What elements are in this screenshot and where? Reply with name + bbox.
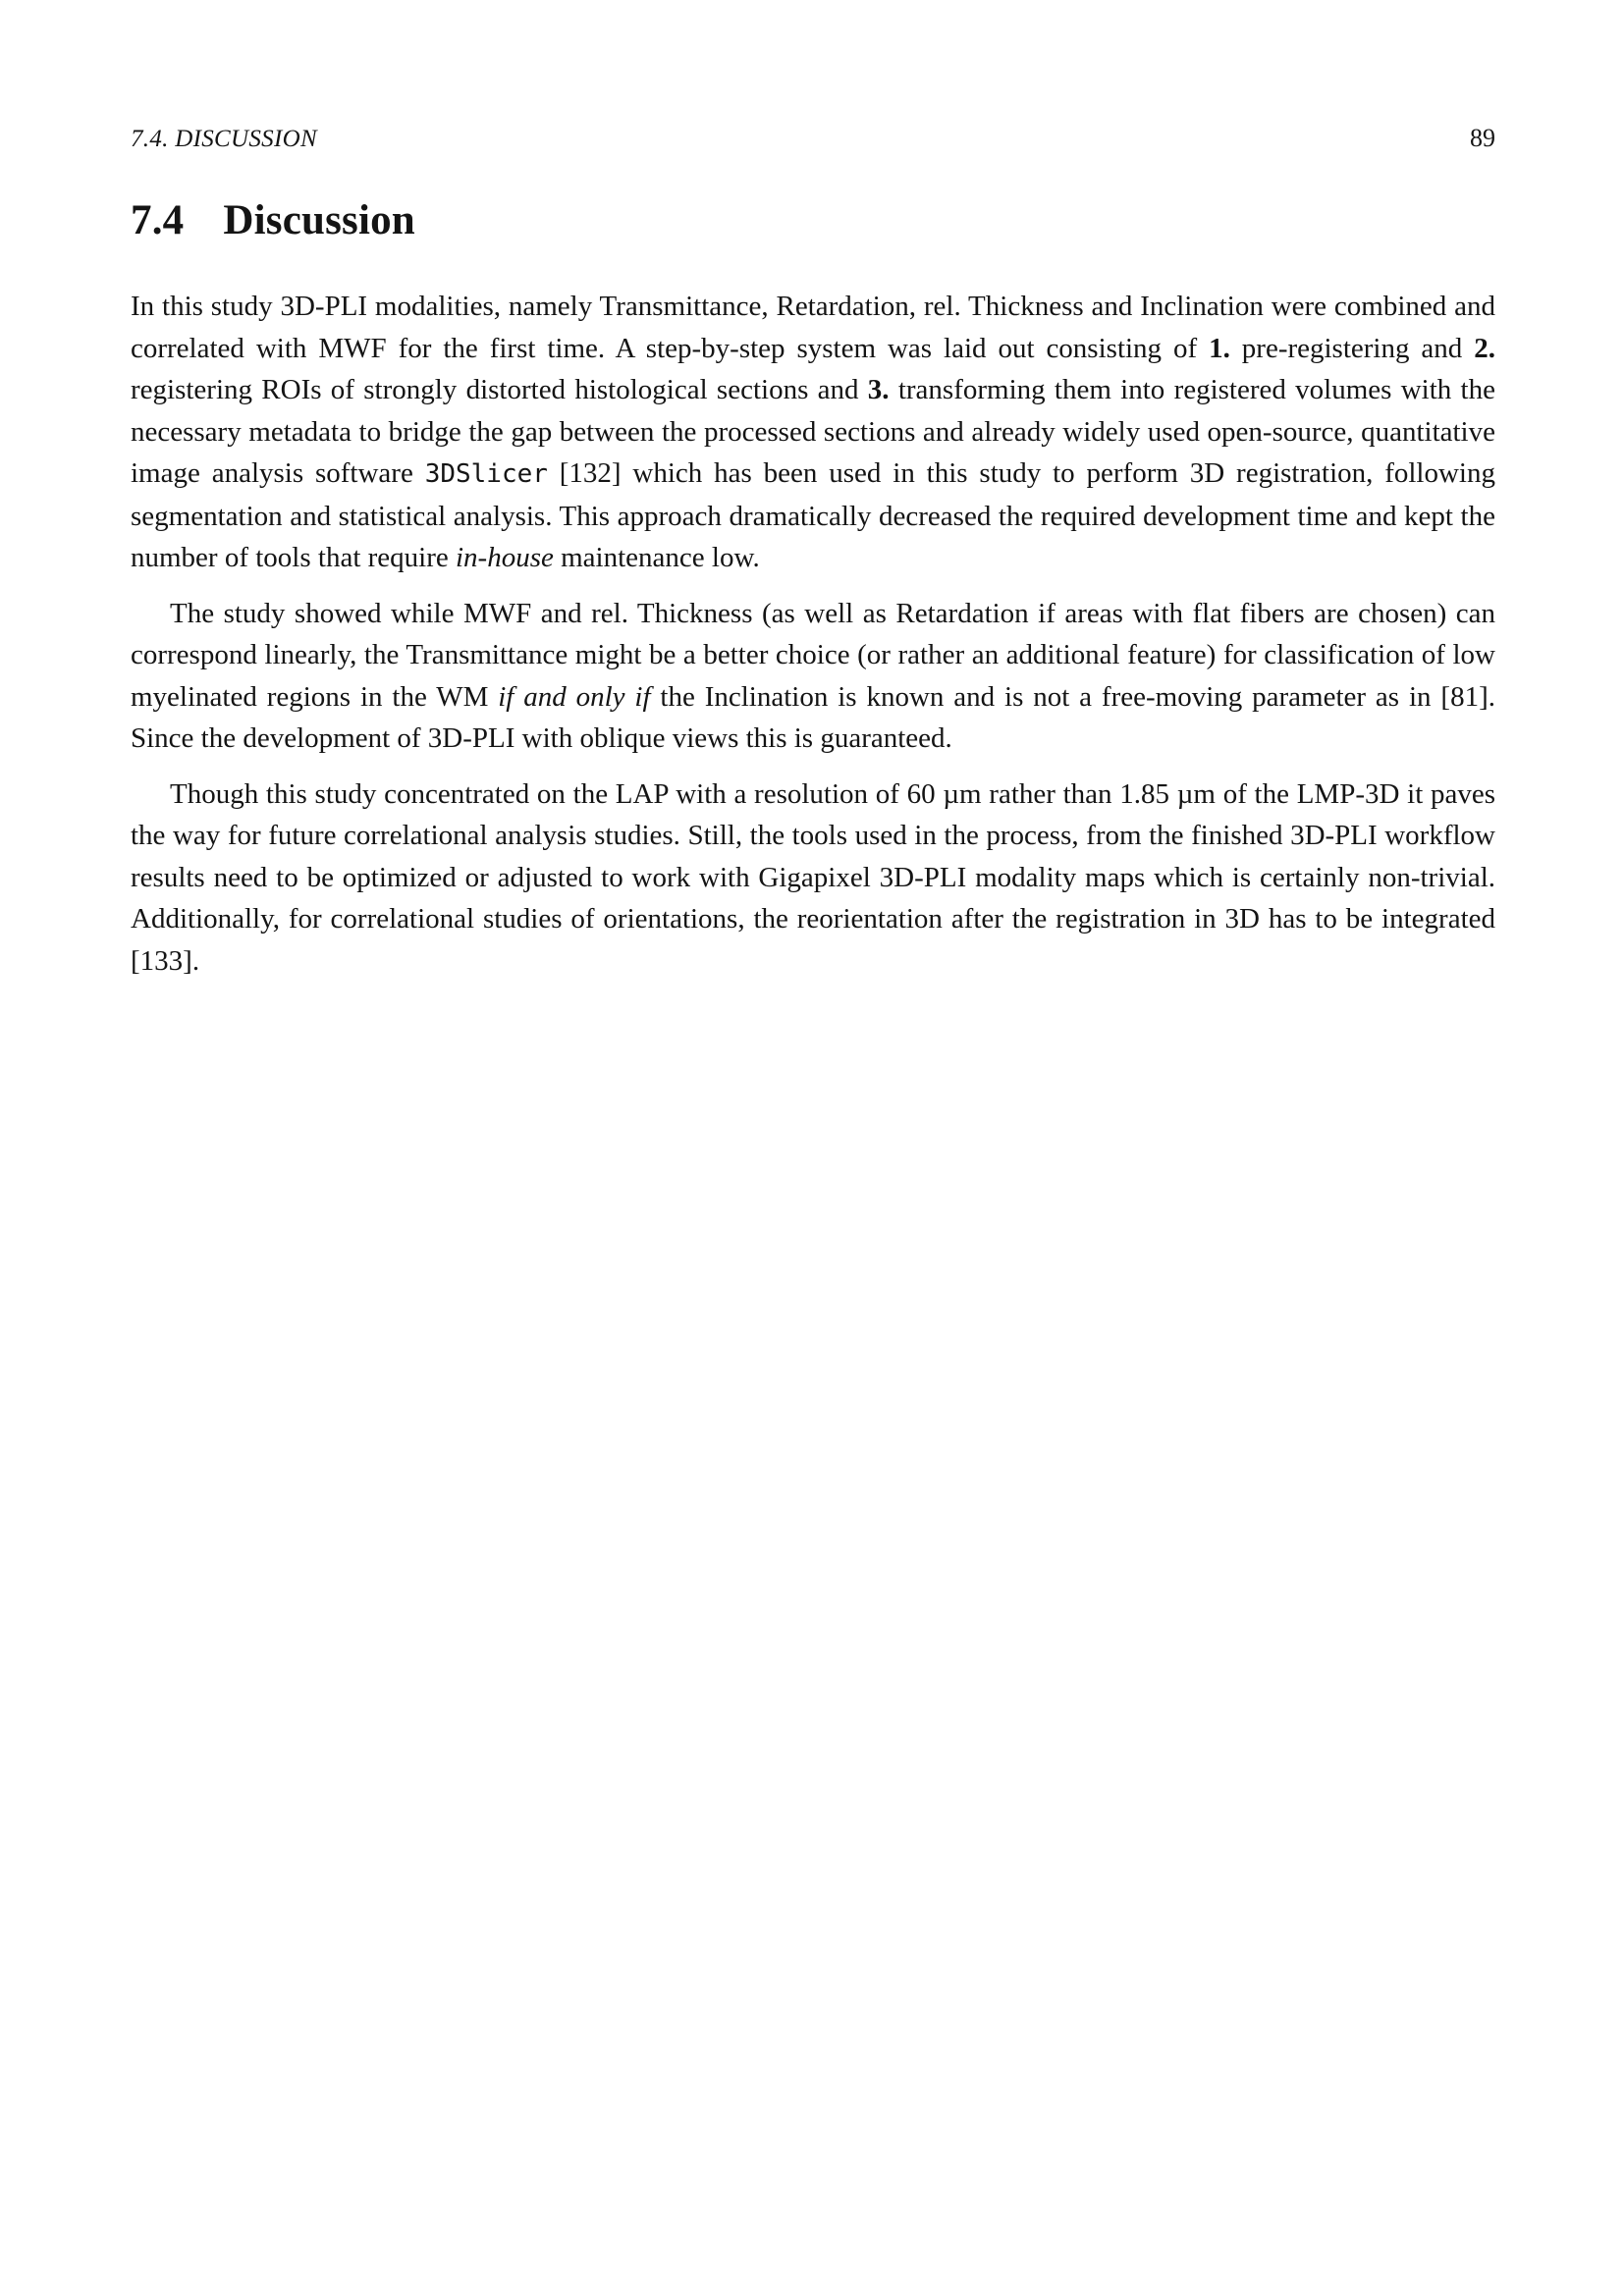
text-run: 3. — [867, 374, 890, 405]
running-header — [131, 124, 1495, 153]
text-run: the Inclination is known and is not a free-moving parameter as in [81]. Since the development of 3D-PLI with oblique views this is guaranteed. — [131, 680, 1495, 754]
running-header-section-label: 7.4. DISCUSSION — [131, 126, 317, 152]
paragraph — [131, 286, 1495, 579]
section-heading-title: Discussion — [223, 197, 415, 243]
text-run: [132] which has been used in this study to perform 3D registration, following segmentation and statistical analysis. This approach dramatically decreased the required development time and kept the number of tools that require — [131, 457, 1495, 573]
text-run: pre-registering and — [1229, 332, 1475, 364]
text-run: maintenance low. — [553, 542, 760, 573]
text-run: 2. — [1474, 332, 1495, 364]
text-run: registering ROIs of strongly distorted histological sections and — [131, 374, 868, 405]
text-run: In this study 3D-PLI modalities, namely Transmittance, Retardation, rel. Thickness and Inclination were combined and correlated with MWF for the first time. A step-by-step system was laid out consisting of — [131, 291, 1495, 364]
paragraphs — [131, 286, 1495, 982]
text-run: if and only if — [498, 680, 651, 713]
text-run: transforming them into registered volumes with the necessary metadata to bridge the gap between the processed sections and already widely used open-source, quantitative image analysis software — [131, 374, 1495, 489]
text-run: 3DSlicer — [424, 459, 548, 489]
text-run: in-house — [456, 542, 554, 573]
paragraph — [131, 593, 1495, 760]
section-heading-number: 7.4 — [131, 197, 185, 243]
page-number: 89 — [1470, 124, 1495, 152]
text-run: 1. — [1209, 332, 1230, 364]
text-run: The study showed while MWF and rel. Thickness (as well as Retardation if areas with flat fibers are chosen) can correspond linearly, the Transmittance might be a better choice (or rather an additional feature) for classification of low myelinated regions in the WM — [131, 597, 1495, 713]
section-heading — [131, 196, 1495, 244]
text-run: Though this study concentrated on the LAP with a resolution of 60 µm rather than 1.85 µm of the LMP-3D it paves the way for future correlational analysis studies. Still, the tools used in the process, from the finished 3D-PLI workflow results need to be optimized or adjusted to work with Gigapixel 3D-PLI modality maps which is certainly non-trivial. Additionally, for correlational studies of orientations, the reorientation after the registration in 3D has to be integrated [133]. — [131, 777, 1495, 977]
paragraph — [131, 774, 1495, 983]
